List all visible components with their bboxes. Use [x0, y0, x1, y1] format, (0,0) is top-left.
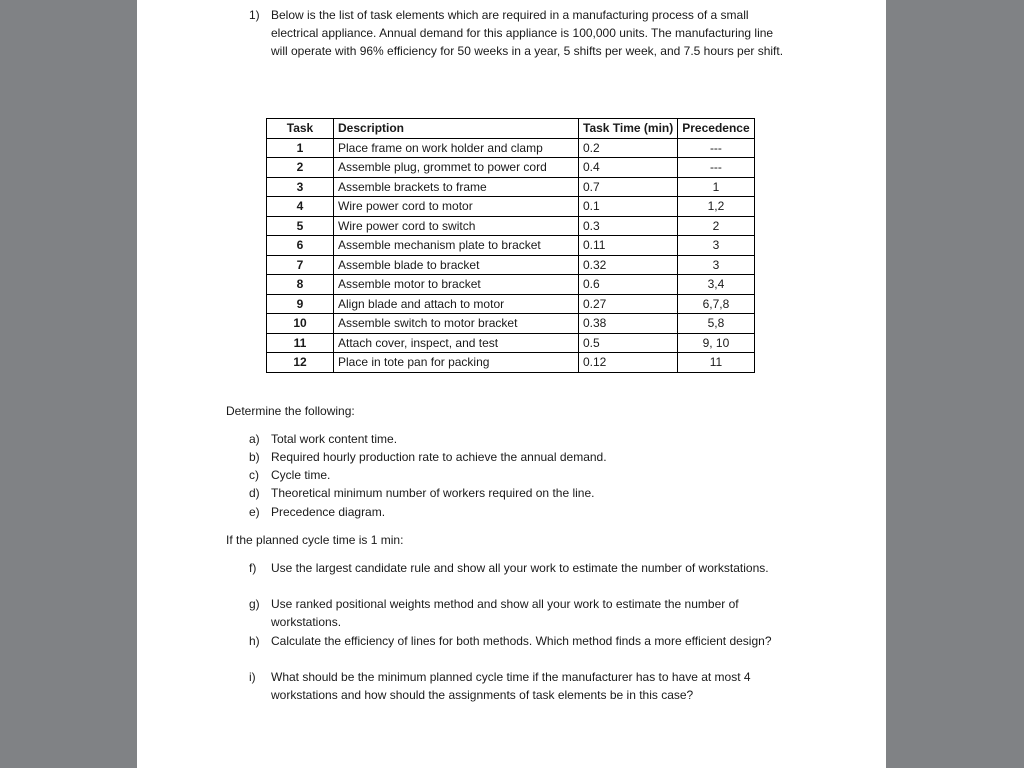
precedence-cell: 11: [678, 353, 754, 373]
task-time-cell: 0.3: [579, 216, 678, 236]
task-time-cell: 0.38: [579, 314, 678, 334]
description-cell: Assemble plug, grommet to power cord: [334, 158, 579, 178]
table-row: [267, 294, 755, 314]
item-label: f): [249, 561, 257, 575]
table-body: [267, 138, 755, 372]
task-number-cell: 12: [267, 353, 334, 373]
precedence-cell: 3: [678, 255, 754, 275]
header-task-time: Task Time (min): [579, 119, 678, 139]
table-row: [267, 353, 755, 373]
description-cell: Assemble mechanism plate to bracket: [334, 236, 579, 256]
item-text: Calculate the efficiency of lines for both methods. Which method finds a more efficient design?: [271, 634, 772, 648]
table-row: [267, 158, 755, 178]
item-label: d): [249, 486, 260, 500]
precedence-cell: ---: [678, 138, 754, 158]
task-number-cell: 6: [267, 236, 334, 256]
precedence-cell: 6,7,8: [678, 294, 754, 314]
precedence-cell: 5,8: [678, 314, 754, 334]
precedence-cell: ---: [678, 158, 754, 178]
table-row: [267, 138, 755, 158]
description-cell: Align blade and attach to motor: [334, 294, 579, 314]
task-number-cell: 10: [267, 314, 334, 334]
item-label: a): [249, 432, 260, 446]
description-cell: Wire power cord to motor: [334, 197, 579, 217]
task-time-cell: 0.32: [579, 255, 678, 275]
table-row: [267, 177, 755, 197]
item-text: Cycle time.: [271, 468, 331, 482]
table-row: [267, 314, 755, 334]
task-time-cell: 0.1: [579, 197, 678, 217]
task-time-cell: 0.6: [579, 275, 678, 295]
task-time-cell: 0.27: [579, 294, 678, 314]
item-text: Use ranked positional weights method and show all your work to estimate the number of workstations.: [271, 597, 739, 630]
precedence-cell: 9, 10: [678, 333, 754, 353]
item-text: Use the largest candidate rule and show all your work to estimate the number of workstations.: [271, 561, 769, 575]
task-number-cell: 4: [267, 197, 334, 217]
document-page: [137, 0, 886, 768]
item-label: c): [249, 468, 259, 482]
table-row: [267, 236, 755, 256]
task-time-cell: 0.5: [579, 333, 678, 353]
task-number-cell: 1: [267, 138, 334, 158]
header-precedence: Precedence: [678, 119, 754, 139]
task-time-cell: 0.2: [579, 138, 678, 158]
precedence-cell: 3: [678, 236, 754, 256]
description-cell: Place frame on work holder and clamp: [334, 138, 579, 158]
precedence-cell: 3,4: [678, 275, 754, 295]
planned-lead: If the planned cycle time is 1 min:: [226, 533, 404, 547]
description-cell: Place in tote pan for packing: [334, 353, 579, 373]
question-number: 1): [249, 8, 260, 22]
precedence-cell: 2: [678, 216, 754, 236]
description-cell: Assemble switch to motor bracket: [334, 314, 579, 334]
task-time-cell: 0.4: [579, 158, 678, 178]
task-number-cell: 8: [267, 275, 334, 295]
task-table: [266, 118, 755, 373]
table-row: [267, 216, 755, 236]
item-label: g): [249, 597, 260, 611]
item-label: h): [249, 634, 260, 648]
task-number-cell: 7: [267, 255, 334, 275]
item-text: What should be the minimum planned cycle time if the manufacturer has to have at most 4 workstations and how should the assignments of task elements be in this case?: [271, 670, 751, 703]
description-cell: Assemble motor to bracket: [334, 275, 579, 295]
task-time-cell: 0.11: [579, 236, 678, 256]
determine-lead: Determine the following:: [226, 404, 355, 418]
precedence-cell: 1: [678, 177, 754, 197]
item-text: Precedence diagram.: [271, 505, 386, 519]
table-row: [267, 197, 755, 217]
item-label: b): [249, 450, 260, 464]
header-description: Description: [334, 119, 579, 139]
item-text: Total work content time.: [271, 432, 398, 446]
task-time-cell: 0.12: [579, 353, 678, 373]
task-number-cell: 5: [267, 216, 334, 236]
task-number-cell: 2: [267, 158, 334, 178]
table-row: [267, 255, 755, 275]
task-number-cell: 9: [267, 294, 334, 314]
table-header-row: [267, 119, 755, 139]
task-number-cell: 11: [267, 333, 334, 353]
item-label: i): [249, 670, 256, 684]
header-task: Task: [267, 119, 334, 139]
task-number-cell: 3: [267, 177, 334, 197]
item-text: Required hourly production rate to achieve the annual demand.: [271, 450, 607, 464]
question-intro: Below is the list of task elements which are required in a manufacturing process of a small electrical appliance. Annual demand for this appliance is 100,000 units. The manufacturing line will operate with 96% efficiency for 50 weeks in a year, 5 shifts per week, and 7.5 hours per shift.: [271, 8, 784, 58]
description-cell: Attach cover, inspect, and test: [334, 333, 579, 353]
description-cell: Assemble brackets to frame: [334, 177, 579, 197]
table-row: [267, 275, 755, 295]
item-label: e): [249, 505, 260, 519]
task-time-cell: 0.7: [579, 177, 678, 197]
description-cell: Assemble blade to bracket: [334, 255, 579, 275]
table-row: [267, 333, 755, 353]
description-cell: Wire power cord to switch: [334, 216, 579, 236]
precedence-cell: 1,2: [678, 197, 754, 217]
item-text: Theoretical minimum number of workers required on the line.: [271, 486, 595, 500]
